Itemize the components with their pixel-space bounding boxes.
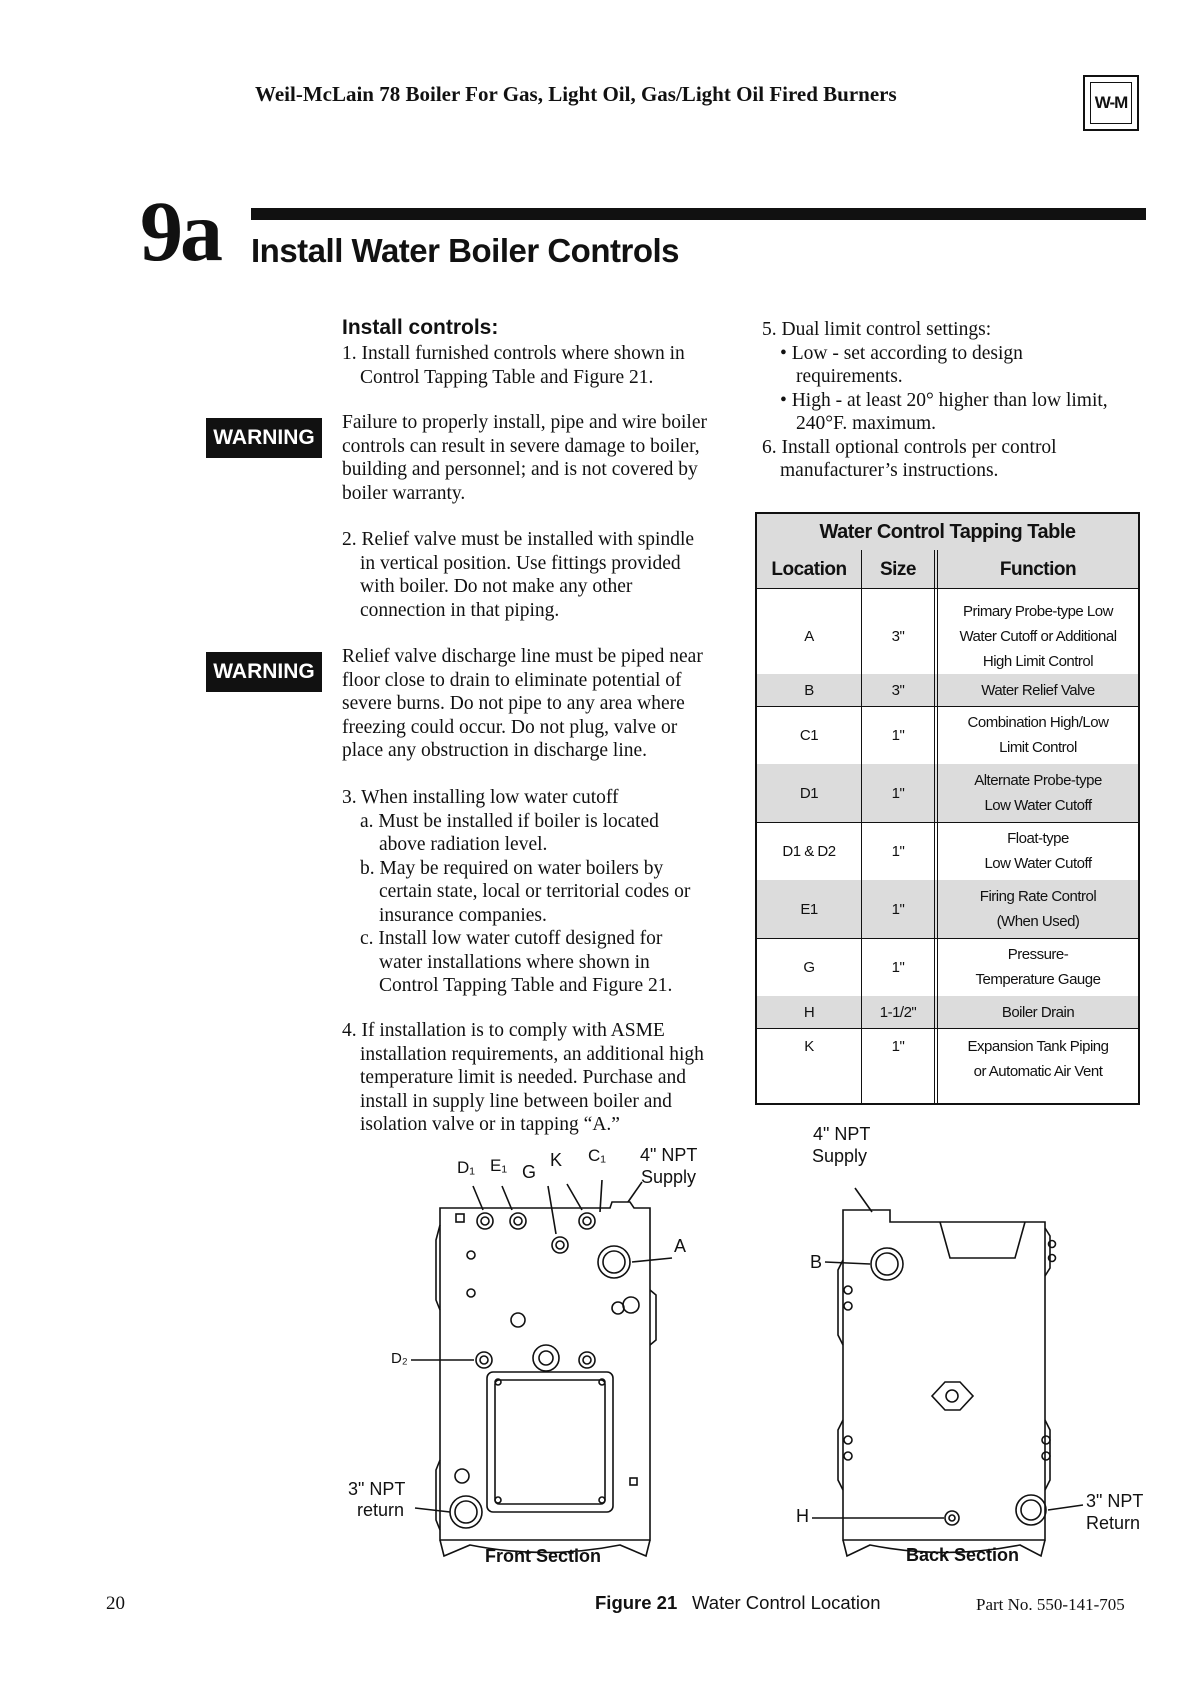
function-line: Limit Control xyxy=(999,739,1077,756)
observation-port xyxy=(533,1345,559,1371)
warning-1-line: controls can result in severe damage to boiler, xyxy=(342,435,700,457)
cell-size: 3" xyxy=(862,598,938,674)
item-3c-line: c. Install low water cutoff designed for xyxy=(360,928,663,949)
item-4-line: isolation valve or in tapping “A.” xyxy=(360,1114,620,1135)
cell-size: 3" xyxy=(862,674,938,706)
cell-size: 1" xyxy=(862,764,938,822)
function-line: Pressure- xyxy=(1007,946,1069,963)
item-1-line: 1. Install furnished controls where shown in xyxy=(342,343,685,364)
label-back-return: Return xyxy=(1086,1513,1141,1533)
function-line: Temperature Gauge xyxy=(975,971,1101,988)
warning-2-line: severe burns. Do not pipe to any area where xyxy=(342,693,685,714)
tapping-d2 xyxy=(476,1352,492,1368)
item-2-line: connection in that piping. xyxy=(360,599,560,621)
label-a: A xyxy=(674,1236,687,1256)
label-k: K xyxy=(550,1150,563,1170)
label-h: H xyxy=(796,1506,809,1526)
back-observation-port xyxy=(932,1382,973,1410)
label-front-return: return xyxy=(357,1500,405,1520)
function-line: Primary Probe-type Low xyxy=(963,602,1113,620)
cell-location: G xyxy=(757,938,862,996)
label-e1: E₁ xyxy=(490,1156,508,1175)
cell-size: 1" xyxy=(862,1028,938,1103)
item-4-line: installation requirements, an additional high xyxy=(360,1043,704,1065)
logo-text: W-M xyxy=(1090,82,1132,124)
item-3a-line: above radiation level. xyxy=(379,834,548,855)
label-c1: C₁ xyxy=(588,1146,607,1165)
warning-1-line: Failure to properly install, pipe and wire boiler xyxy=(342,412,707,433)
item-6-line: 6. Install optional controls per control xyxy=(762,436,1057,458)
function-line: Low Water Cutoff xyxy=(984,855,1092,872)
tapping-h xyxy=(945,1511,959,1525)
warning-badge-2: WARNING xyxy=(206,652,322,692)
bullet-1-line: requirements. xyxy=(796,366,903,387)
function-line: Firing Rate Control xyxy=(979,888,1097,905)
back-section-outline xyxy=(843,1210,1045,1540)
cell-size: 1" xyxy=(862,880,938,938)
item-4-line: 4. If installation is to comply with ASME xyxy=(342,1020,665,1041)
label-front-supply: Supply xyxy=(641,1167,697,1187)
bullet-2-line: 240°F. maximum. xyxy=(796,413,937,434)
function-line: Water Cutoff or Additional xyxy=(959,627,1117,645)
figure-number: Figure 21 xyxy=(595,1592,678,1613)
cell-function: Water Relief Valve xyxy=(981,681,1095,699)
part-number: Part No. 550-141-705 xyxy=(976,1595,1125,1614)
label-g: G xyxy=(522,1162,537,1182)
label-b: B xyxy=(810,1252,823,1272)
warning-2-line: floor close to drain to eliminate potential of xyxy=(342,669,682,691)
table-title: Water Control Tapping Table xyxy=(819,520,1076,543)
cell-location: K xyxy=(757,1028,862,1103)
tapping-g xyxy=(552,1237,568,1253)
label-front-supply-size: 4" NPT xyxy=(640,1145,698,1165)
tapping-k xyxy=(579,1213,595,1229)
tapping-d1 xyxy=(477,1213,493,1229)
item-6-line: manufacturer’s instructions. xyxy=(780,460,999,481)
label-d2: D₂ xyxy=(391,1350,408,1367)
label-back-supply-size: 4" NPT xyxy=(813,1124,871,1144)
cell-location: D1 & D2 xyxy=(757,822,862,880)
section-title: Install Water Boiler Controls xyxy=(251,232,680,269)
item-2-line: 2. Relief valve must be installed with spindle xyxy=(342,529,695,550)
install-controls-subheading: Install controls: xyxy=(342,316,499,339)
cell-size: 1" xyxy=(862,938,938,996)
section-number: 9a xyxy=(140,183,220,279)
item-1-line: Control Tapping Table and Figure 21. xyxy=(360,366,654,388)
item-2-line: with boiler. Do not make any other xyxy=(360,576,633,597)
cell-size: 1" xyxy=(862,706,938,764)
item-2-line: in vertical position. Use fittings provided xyxy=(360,552,681,574)
function-line: Low Water Cutoff xyxy=(984,797,1092,814)
col-header-function: Function xyxy=(999,558,1077,580)
cell-size: 1" xyxy=(862,822,938,880)
label-d1: D₁ xyxy=(457,1158,476,1177)
warning-badge-1: WARNING xyxy=(206,418,322,458)
cell-location: A xyxy=(757,598,862,674)
label-front-return-size: 3" NPT xyxy=(348,1479,406,1499)
warning-2-line: freezing could occur. Do not plug, valve or xyxy=(342,716,678,738)
item-3b-line: certain state, local or territorial codes or xyxy=(379,881,691,902)
col-header-size: Size xyxy=(862,550,938,588)
item-3b-line: insurance companies. xyxy=(379,904,547,926)
cell-location: D1 xyxy=(757,764,862,822)
cell-location: C1 xyxy=(757,706,862,764)
item-3c-line: water installations where shown in xyxy=(379,951,650,973)
bullet-2-line: • High - at least 20° higher than low limit, xyxy=(780,389,1108,411)
item-3-line: 3. When installing low water cutoff xyxy=(342,787,619,808)
function-line: Alternate Probe-type xyxy=(974,772,1102,789)
item-4-line: temperature limit is needed. Purchase and xyxy=(360,1067,686,1088)
item-4-line: install in supply line between boiler and xyxy=(360,1090,672,1112)
cell-size: 1-1/2" xyxy=(862,996,938,1028)
cell-location: H xyxy=(757,996,862,1028)
cell-location: B xyxy=(757,674,862,706)
bullet-1-line: • Low - set according to design xyxy=(780,342,1023,364)
page-number: 20 xyxy=(106,1593,125,1614)
front-door-outline xyxy=(487,1372,613,1512)
tapping-e1 xyxy=(510,1213,526,1229)
warning-1-line: building and personnel; and is not covered by xyxy=(342,459,698,480)
function-line: High Limit Control xyxy=(982,652,1094,670)
warning-2-line: place any obstruction in discharge line. xyxy=(342,740,648,761)
warning-2-line: Relief valve discharge line must be piped near xyxy=(342,646,703,667)
function-line: Float-type xyxy=(1007,830,1069,847)
col-header-location: Location xyxy=(757,550,862,588)
item-3c-line: Control Tapping Table and Figure 21. xyxy=(379,975,673,996)
front-section-caption: Front Section xyxy=(485,1546,601,1566)
function-line: or Automatic Air Vent xyxy=(973,1063,1103,1080)
cell-location: E1 xyxy=(757,880,862,938)
back-section-caption: Back Section xyxy=(906,1545,1020,1565)
item-5-line: 5. Dual limit control settings: xyxy=(762,319,992,340)
label-back-supply: Supply xyxy=(812,1146,868,1166)
tapping-misc xyxy=(511,1313,525,1327)
label-back-return-size: 3" NPT xyxy=(1086,1491,1144,1511)
running-header: Weil-McLain 78 Boiler For Gas, Light Oil, Gas/Light Oil Fired Burners xyxy=(255,82,897,106)
figure-title: Water Control Location xyxy=(692,1592,881,1613)
function-line: (When Used) xyxy=(996,913,1080,930)
item-3b-line: b. May be required on water boilers by xyxy=(360,857,664,879)
cell-function: Boiler Drain xyxy=(1001,1003,1075,1021)
warning-1-line: boiler warranty. xyxy=(342,482,466,504)
function-line: Combination High/Low xyxy=(967,714,1109,731)
function-line: Expansion Tank Piping xyxy=(967,1038,1109,1055)
item-3a-line: a. Must be installed if boiler is located xyxy=(360,810,659,832)
